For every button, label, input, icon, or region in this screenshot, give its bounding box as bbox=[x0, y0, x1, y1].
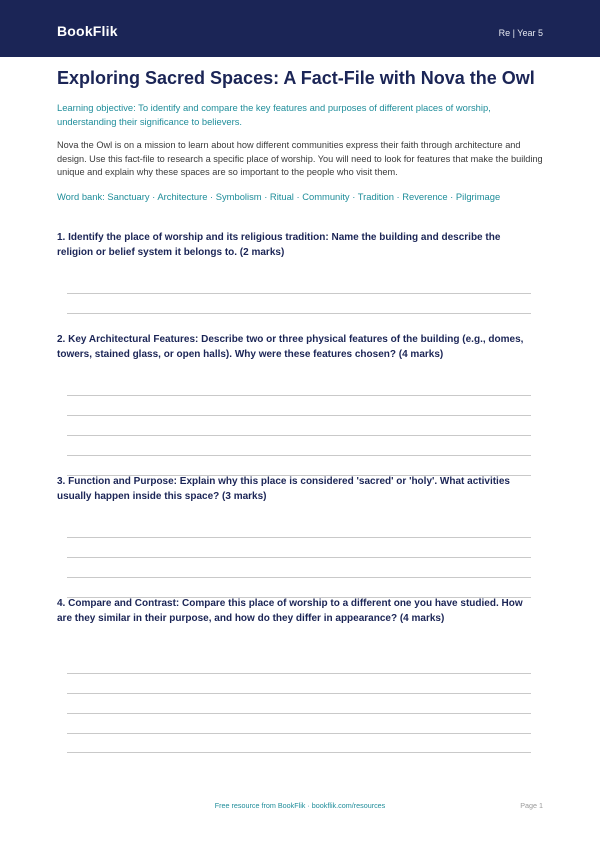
answer-line[interactable] bbox=[67, 673, 531, 674]
answer-line[interactable] bbox=[67, 752, 531, 753]
answer-line[interactable] bbox=[67, 693, 531, 694]
header-bar bbox=[0, 0, 600, 57]
question-text: 3. Function and Purpose: Explain why this place is considered 'sacred' or 'holy'. What activities usually happen inside this space? (3 marks) bbox=[57, 476, 510, 502]
answer-line[interactable] bbox=[67, 293, 531, 294]
question-text: 1. Identify the place of worship and its religious tradition: Name the building and describe the religion or belief system it belongs to. (2 marks) bbox=[57, 232, 501, 258]
page-title: Exploring Sacred Spaces: A Fact-File with Nova the Owl bbox=[57, 68, 535, 88]
question-4 bbox=[57, 596, 535, 626]
answer-line[interactable] bbox=[67, 537, 531, 538]
learning-objective: Learning objective: To identify and compare the key features and purposes of different places of worship, understanding their significance to believers. bbox=[57, 102, 491, 127]
answer-line[interactable] bbox=[67, 577, 531, 578]
question-text: 4. Compare and Contrast: Compare this place of worship to a different one you have studied. How are they similar in their purpose, and how do they differ in appearance? (4 marks) bbox=[57, 598, 523, 624]
answer-line[interactable] bbox=[67, 395, 531, 396]
footer-credit: Free resource from BookFlik · bookflik.com/resources bbox=[214, 801, 386, 810]
word-bank: Word bank: Sanctuary · Architecture · Symbolism · Ritual · Community · Tradition · Reverence · Pilgrimage bbox=[57, 190, 501, 202]
question-text: 2. Key Architectural Features: Describe two or three physical features of the building (e.g., domes, towers, stained glass, or open halls). Why were these features chosen? (4 marks) bbox=[57, 334, 524, 360]
intro-paragraph: Nova the Owl is on a mission to learn about how different communities express their faith through architecture and design. Use this fact-file to research a specific place of worship. You will need to look for features that make the building unique and explain why these spaces are so important to the people who visit them. bbox=[57, 140, 543, 177]
answer-line[interactable] bbox=[67, 455, 531, 456]
answer-line[interactable] bbox=[67, 713, 531, 714]
question-1 bbox=[57, 230, 535, 260]
answer-line[interactable] bbox=[67, 415, 531, 416]
page-number: Page 1 bbox=[520, 801, 543, 810]
intro-section bbox=[57, 66, 543, 203]
question-3 bbox=[57, 474, 535, 504]
question-2 bbox=[57, 332, 535, 362]
answer-line[interactable] bbox=[67, 557, 531, 558]
answer-line[interactable] bbox=[67, 313, 531, 314]
answer-line[interactable] bbox=[67, 733, 531, 734]
subject-year-label: Re | Year 5 bbox=[498, 28, 543, 38]
brand-logo: BookFlik bbox=[57, 23, 118, 39]
answer-line[interactable] bbox=[67, 435, 531, 436]
